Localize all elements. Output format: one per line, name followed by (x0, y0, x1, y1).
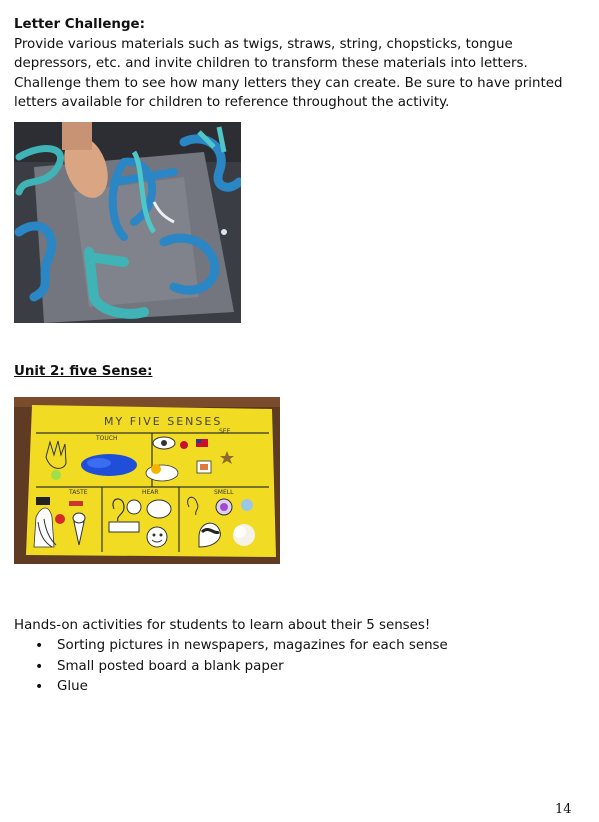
taste-label: TASTE (69, 489, 88, 496)
paragraph-line: depressors, etc. and invite children to transform these materials into letters. (14, 56, 528, 71)
activities-intro: Hands-on activities for students to learn about their 5 senses! (14, 618, 431, 633)
unit-2-heading: Unit 2: five Sense: (14, 364, 153, 379)
materials-list (14, 636, 448, 698)
letter-challenge-heading: Letter Challenge: (14, 17, 145, 32)
touch-label: TOUCH (96, 435, 118, 442)
hear-label: HEAR (142, 489, 159, 496)
five-senses-poster-photo (14, 397, 280, 564)
list-item: • Glue (14, 677, 448, 698)
paragraph-line: letters available for children to reference throughout the activity. (14, 95, 450, 110)
list-item: • Sorting pictures in newspapers, magazines for each sense (14, 636, 448, 657)
letter-challenge-text (14, 35, 584, 113)
see-label: SEE (219, 428, 231, 435)
paragraph-line: Challenge them to see how many letters they can create. Be sure to have printed (14, 75, 563, 91)
letter-challenge-paragraph (14, 15, 584, 113)
poster-title: MY FIVE SENSES (104, 415, 223, 428)
paragraph-line: Provide various materials such as twigs, straws, string, chopsticks, tongue (14, 36, 513, 52)
yarn-letters-photo (14, 122, 241, 323)
list-item: • Small posted board a blank paper (14, 657, 448, 678)
page-number: 14 (555, 802, 572, 817)
smell-label: SMELL (214, 489, 234, 496)
